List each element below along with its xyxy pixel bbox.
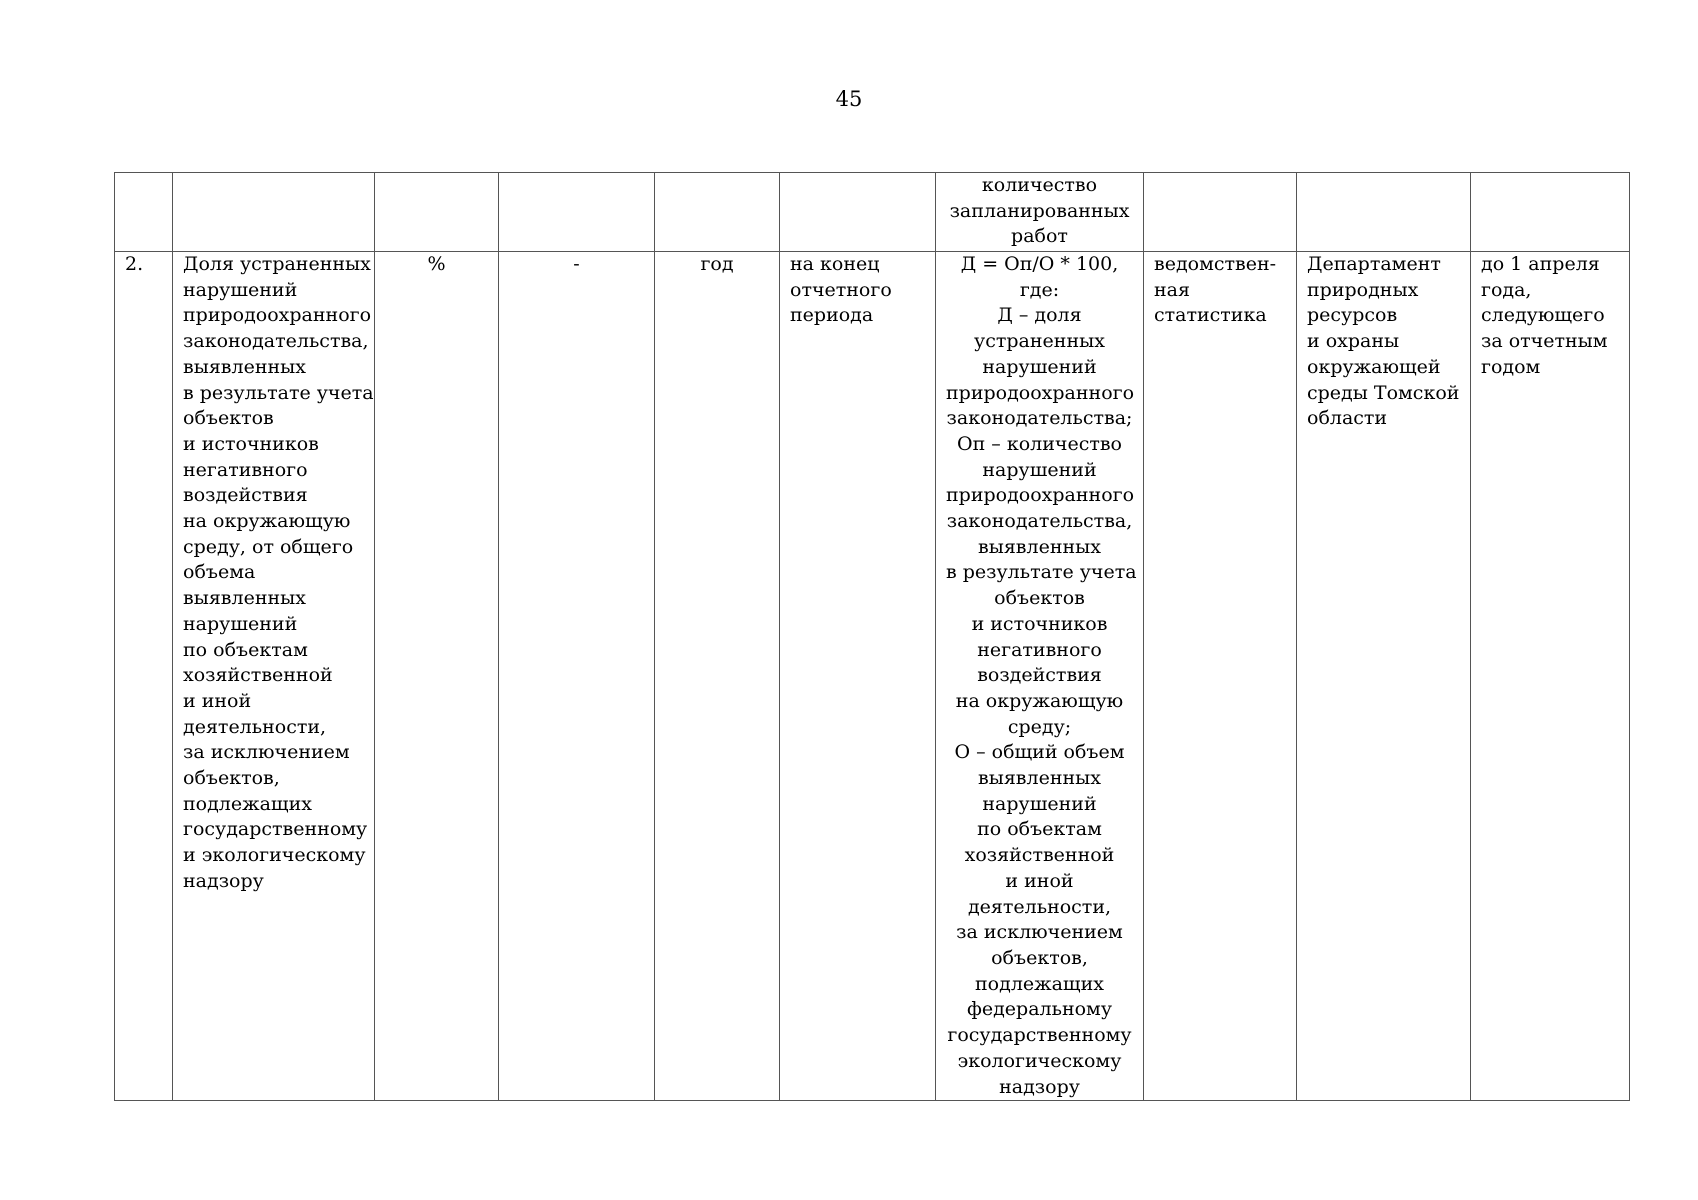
text-line: природоохранного xyxy=(946,381,1135,404)
text-line: нарушений xyxy=(982,458,1097,481)
text-line: объектов, xyxy=(183,767,280,790)
text-line: хозяйственной xyxy=(183,664,333,687)
text-line: нарушений xyxy=(982,792,1097,815)
table-cell-empty xyxy=(173,173,375,252)
text-line: Д = Оп/О * 100, xyxy=(960,253,1119,275)
text-line: подлежащих xyxy=(975,972,1104,995)
text-line: объектов xyxy=(994,587,1085,610)
indicator-table xyxy=(114,172,1630,1101)
text-line: надзору xyxy=(999,1075,1080,1098)
text-line: Департамент xyxy=(1307,253,1441,275)
text-line: и экологическому xyxy=(183,844,366,867)
text-line: ная xyxy=(1154,278,1190,301)
table-cell-empty xyxy=(780,173,936,252)
text-line: среды Томской xyxy=(1307,381,1460,404)
text-line: на окружающую xyxy=(183,510,351,533)
formula-continuation-cell xyxy=(936,173,1144,252)
text-line: на окружающую xyxy=(955,689,1124,712)
text-line: нарушений xyxy=(982,355,1097,378)
text-line: в результате учета xyxy=(946,561,1137,584)
text-line: Оп – количество xyxy=(957,432,1122,455)
text-line: и источников xyxy=(183,432,319,455)
text-line: среду; xyxy=(1007,715,1072,738)
text-line: законодательства, xyxy=(183,330,369,353)
deadline-cell xyxy=(1471,252,1630,1101)
text-line: нарушений xyxy=(183,612,298,635)
text-line: законодательства; xyxy=(946,407,1133,430)
table-row-indicator xyxy=(115,252,1630,1101)
text-line: где: xyxy=(1019,278,1060,301)
text-line: хозяйственной xyxy=(964,844,1115,867)
text-line: Д – доля xyxy=(997,304,1082,327)
text-line: устраненных xyxy=(974,330,1105,353)
text-line: природоохранного xyxy=(946,484,1135,507)
text-line: за исключением xyxy=(956,921,1123,944)
frequency-cell: год xyxy=(655,252,780,1101)
dash-cell: - xyxy=(499,252,655,1101)
text-line: и источников xyxy=(971,612,1108,635)
text-line: надзору xyxy=(183,869,264,892)
table-cell-empty xyxy=(1297,173,1471,252)
text-line: за отчетным xyxy=(1481,330,1608,353)
text-line: по объектам xyxy=(977,818,1102,841)
page-number: 45 xyxy=(835,87,863,111)
text-line: экологическому xyxy=(957,1049,1122,1072)
text-line: выявленных xyxy=(183,587,306,610)
table-row-continuation xyxy=(115,173,1630,252)
text-line: природоохранного xyxy=(183,304,372,327)
text-line: годом xyxy=(1481,355,1541,378)
text-line: природных xyxy=(1307,278,1419,301)
text-line: нарушений xyxy=(183,278,298,301)
text-line: до 1 апреля xyxy=(1481,253,1600,275)
text-line: объектов, xyxy=(991,946,1088,969)
table-cell-empty xyxy=(375,173,499,252)
text-line: объектов xyxy=(183,407,274,430)
text-line: работ xyxy=(1011,225,1068,248)
text-line: негативного xyxy=(183,458,308,481)
text-line: воздействия xyxy=(183,484,308,507)
text-line: и иной xyxy=(183,689,252,712)
text-line: объема xyxy=(183,561,256,584)
text-line: ведомствен- xyxy=(1154,253,1277,275)
text-line: по объектам xyxy=(183,638,308,661)
text-line: деятельности, xyxy=(183,715,327,738)
text-line: и охраны xyxy=(1307,330,1400,353)
text-line: выявленных xyxy=(978,535,1101,558)
timing-cell xyxy=(780,252,936,1101)
text-line: статистика xyxy=(1154,304,1267,327)
table-cell-empty xyxy=(115,173,173,252)
text-line: за исключением xyxy=(183,741,350,764)
text-line: деятельности, xyxy=(967,895,1112,918)
indicator-name-cell xyxy=(173,252,375,1101)
table-cell-empty xyxy=(655,173,780,252)
table-cell-empty xyxy=(1471,173,1630,252)
text-line: воздействия xyxy=(977,664,1102,687)
text-line: ресурсов xyxy=(1307,304,1398,327)
text-line: количество xyxy=(981,174,1098,196)
text-line: негативного xyxy=(977,638,1102,661)
text-line: выявленных xyxy=(978,767,1101,790)
text-line: федеральному xyxy=(966,998,1113,1021)
text-line: запланированных xyxy=(949,199,1130,222)
text-line: года, xyxy=(1481,278,1532,301)
text-line: государственному xyxy=(183,818,368,841)
source-cell xyxy=(1144,252,1297,1101)
text-line: подлежащих xyxy=(183,792,312,815)
unit-cell: % xyxy=(375,252,499,1101)
text-line: и иной xyxy=(1005,869,1074,892)
indicator-number-cell: 2. xyxy=(115,252,173,1101)
text-line: законодательства, xyxy=(946,510,1133,533)
text-line: в результате учета xyxy=(183,381,374,404)
text-line: области xyxy=(1307,407,1388,430)
text-line: периода xyxy=(790,304,874,327)
text-line: О – общий объем xyxy=(954,741,1125,764)
responsible-cell xyxy=(1297,252,1471,1101)
table-cell-empty xyxy=(499,173,655,252)
text-line: окружающей xyxy=(1307,355,1441,378)
text-line: на конец xyxy=(790,253,880,275)
text-line: Доля устраненных xyxy=(183,253,371,275)
formula-cell xyxy=(936,252,1144,1101)
text-line: следующего xyxy=(1481,304,1605,327)
text-line: выявленных xyxy=(183,355,306,378)
table-cell-empty xyxy=(1144,173,1297,252)
text-line: государственному xyxy=(947,1024,1132,1047)
text-line: отчетного xyxy=(790,278,892,301)
text-line: среду, от общего xyxy=(183,535,354,558)
